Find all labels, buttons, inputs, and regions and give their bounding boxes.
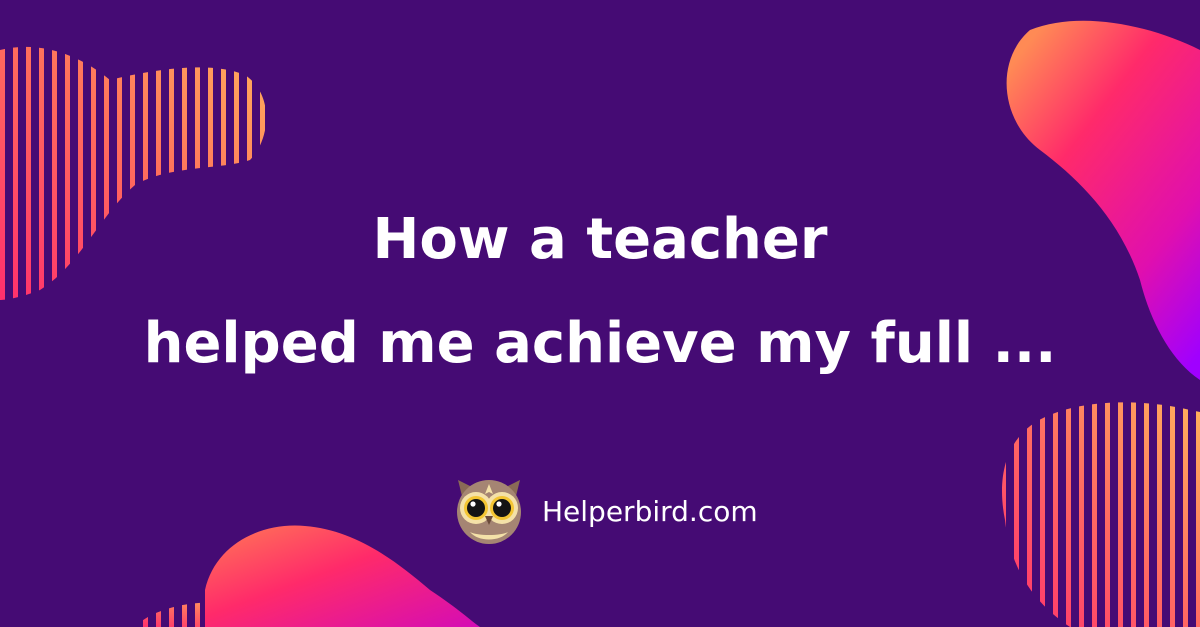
owl-icon (454, 476, 524, 546)
brand-name: Helperbird.com (542, 494, 758, 528)
gradient-blob-bottom-left (205, 526, 480, 627)
headline-line-1: How a teacher (372, 207, 828, 272)
striped-blob-right (1002, 402, 1200, 627)
headline-line-2: helped me achieve my full ... (143, 311, 1057, 376)
brand-lockup (454, 476, 758, 546)
